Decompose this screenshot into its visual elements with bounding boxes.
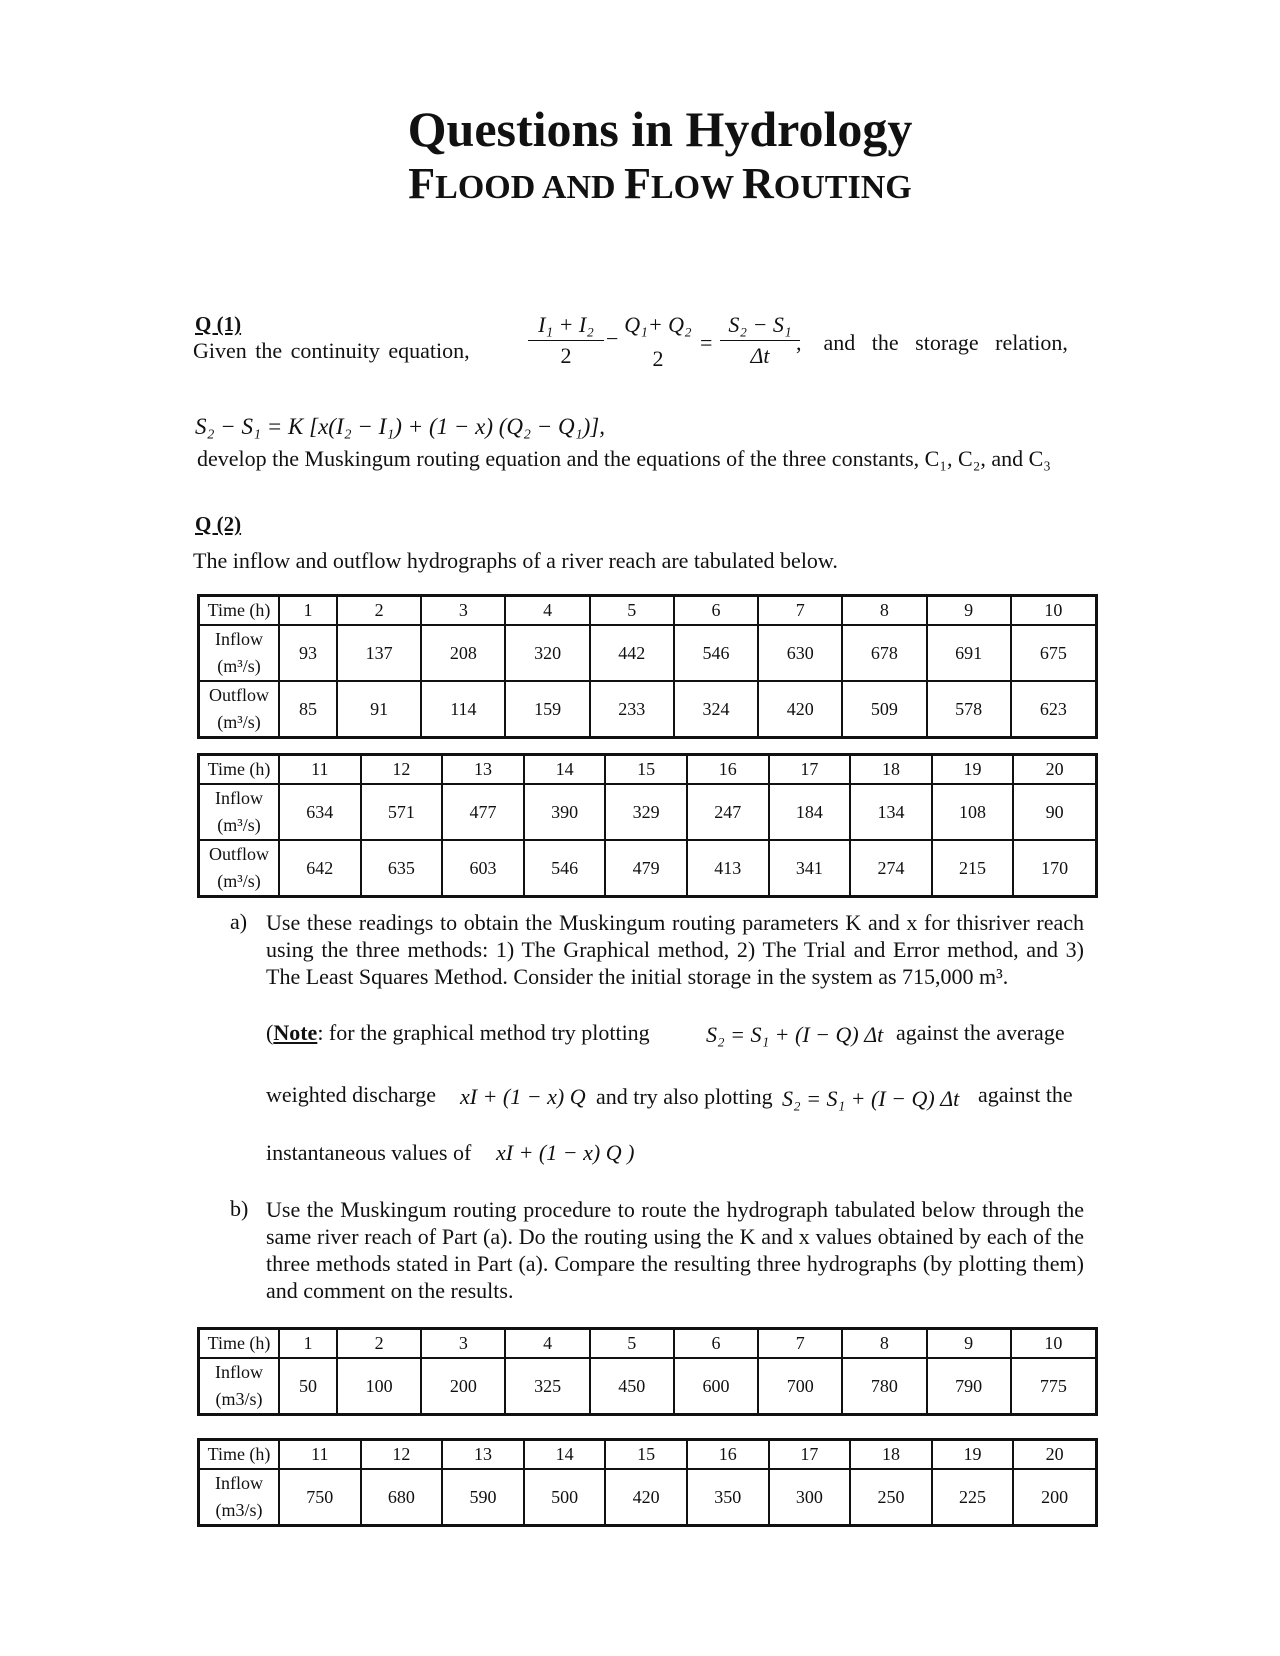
label-line: (m3/s) (215, 1500, 263, 1520)
outflow-cell: 233 (590, 681, 674, 738)
label-line: Inflow (215, 1473, 263, 1493)
time-cell: 9 (927, 596, 1011, 626)
instantaneous-discharge-equation: xI + (1 − x) Q ) (496, 1140, 635, 1165)
time-cell: 1 (279, 596, 337, 626)
inflow-cell: 630 (758, 625, 842, 681)
time-cell: 20 (1013, 755, 1096, 785)
time-cell: 2 (337, 596, 421, 626)
time-cell: 19 (932, 1440, 1014, 1470)
outflow-cell: 578 (927, 681, 1011, 738)
subtitle-part: R (742, 159, 774, 208)
time-cell: 14 (524, 1440, 606, 1470)
time-cell: 16 (687, 1440, 769, 1470)
inflow-cell: 675 (1011, 625, 1097, 681)
outflow-cell: 159 (505, 681, 589, 738)
q1-storage-intro: , and the storage relation, (796, 330, 1068, 355)
time-cell: 16 (687, 755, 769, 785)
inflow-cell: 600 (674, 1358, 758, 1415)
outflow-cell: 274 (850, 840, 932, 897)
inflow-cell: 108 (932, 784, 1014, 840)
time-cell: 19 (932, 755, 1014, 785)
page-subtitle (0, 158, 1280, 209)
time-row (199, 1329, 1097, 1359)
time-cell: 15 (605, 1440, 687, 1470)
inflow-cell: 750 (279, 1469, 361, 1526)
outflow-cell: 623 (1011, 681, 1097, 738)
inflow-cell: 100 (337, 1358, 421, 1415)
time-cell: 17 (769, 1440, 851, 1470)
outflow-cell: 509 (842, 681, 926, 738)
time-cell: 5 (590, 596, 674, 626)
row-label: Time (h) (199, 1329, 280, 1359)
fraction-bar (528, 340, 604, 341)
subtitle-part: LOW (650, 169, 742, 206)
inflow-cell: 500 (524, 1469, 606, 1526)
outflow-cell: 91 (337, 681, 421, 738)
inflow-cell: 477 (442, 784, 524, 840)
hydrograph-table (197, 753, 1098, 898)
inflow-cell: 200 (1013, 1469, 1096, 1526)
time-cell: 7 (758, 596, 842, 626)
inflow-cell: 93 (279, 625, 337, 681)
outflow-cell: 413 (687, 840, 769, 897)
outflow-cell: 603 (442, 840, 524, 897)
inflow-cell: 200 (421, 1358, 505, 1415)
time-cell: 10 (1011, 596, 1097, 626)
row-label (199, 625, 280, 681)
inflow-cell: 678 (842, 625, 926, 681)
time-cell: 4 (505, 596, 589, 626)
time-cell: 14 (524, 755, 606, 785)
routing-inflow-table (197, 1327, 1098, 1416)
outflow-cell: 479 (605, 840, 687, 897)
time-cell: 3 (421, 1329, 505, 1359)
fraction-denominator: 2 (560, 343, 572, 368)
time-cell: 2 (337, 1329, 421, 1359)
inflow-cell: 775 (1011, 1358, 1097, 1415)
q1-label: Q (1) (195, 312, 242, 336)
equals-sign: = (700, 330, 713, 355)
time-cell: 13 (442, 755, 524, 785)
inflow-cell: 350 (687, 1469, 769, 1526)
time-cell: 9 (927, 1329, 1011, 1359)
outflow-cell: 324 (674, 681, 758, 738)
inflow-cell: 134 (850, 784, 932, 840)
label-line: (m³/s) (217, 656, 261, 676)
outflow-cell: 170 (1013, 840, 1096, 897)
label-line: (m³/s) (217, 712, 261, 732)
inflow-row (199, 784, 1097, 840)
row-label: Time (h) (199, 596, 280, 626)
time-cell: 17 (769, 755, 851, 785)
time-cell: 6 (674, 596, 758, 626)
outflow-cell: 114 (421, 681, 505, 738)
inflow-cell: 184 (769, 784, 851, 840)
part-b-marker: b) (230, 1196, 249, 1221)
time-cell: 5 (590, 1329, 674, 1359)
inflow-row (199, 625, 1097, 681)
inflow-cell: 390 (524, 784, 606, 840)
time-cell: 8 (842, 596, 926, 626)
inflow-row (199, 1358, 1097, 1415)
note-text: against the average (896, 1020, 1065, 1045)
time-cell: 3 (421, 596, 505, 626)
subtitle-part: OUTING (773, 169, 912, 206)
time-cell: 4 (505, 1329, 589, 1359)
inflow-cell: 225 (932, 1469, 1014, 1526)
fraction-storage (720, 312, 800, 369)
inflow-cell: 780 (842, 1358, 926, 1415)
row-label: Time (h) (199, 1440, 280, 1470)
time-row (199, 1440, 1097, 1470)
fraction-numerator: S₂ − S₁ (728, 312, 792, 337)
subtitle-part: F (408, 159, 436, 208)
inflow-cell: 691 (927, 625, 1011, 681)
part-a-note-line1 (266, 1020, 650, 1046)
fraction-numerator: Q₁+ Q₂ (624, 312, 692, 337)
note-text: : for the graphical method try plotting (317, 1020, 650, 1045)
time-cell: 13 (442, 1440, 524, 1470)
hydrograph-table (197, 594, 1098, 739)
inflow-cell: 450 (590, 1358, 674, 1415)
weighted-discharge-equation: xI + (1 − x) Q (460, 1084, 586, 1109)
label-line: (m³/s) (217, 815, 261, 835)
row-label (199, 1358, 280, 1415)
fraction-outflow (618, 312, 698, 372)
outflow-row (199, 681, 1097, 738)
row-label (199, 1469, 280, 1526)
time-cell: 6 (674, 1329, 758, 1359)
outflow-cell: 546 (524, 840, 606, 897)
note-text: and try also plotting (596, 1084, 773, 1109)
outflow-row (199, 840, 1097, 897)
note-text: against the (978, 1082, 1073, 1107)
inflow-cell: 680 (361, 1469, 443, 1526)
note-paren: ( (266, 1020, 274, 1045)
inflow-cell: 590 (442, 1469, 524, 1526)
inflow-cell: 700 (758, 1358, 842, 1415)
inflow-cell: 571 (361, 784, 443, 840)
inflow-cell: 634 (279, 784, 361, 840)
time-cell: 20 (1013, 1440, 1096, 1470)
time-cell: 15 (605, 755, 687, 785)
plot-equation-storage: S₂ = S₁ + (I − Q) Δt (706, 1022, 884, 1047)
q1-intro: Given the continuity equation, (193, 338, 470, 363)
inflow-cell: 546 (674, 625, 758, 681)
note-text: instantaneous values of (266, 1140, 472, 1165)
time-cell: 18 (850, 1440, 932, 1470)
row-label (199, 840, 280, 897)
fraction-numerator: I₁ + I₂ (538, 312, 594, 337)
subtitle-part: LOOD AND (435, 169, 625, 206)
row-label (199, 681, 280, 738)
routing-inflow-table (197, 1438, 1098, 1527)
time-cell: 12 (361, 755, 443, 785)
time-cell: 8 (842, 1329, 926, 1359)
label-line: (m3/s) (215, 1389, 263, 1409)
inflow-cell: 250 (850, 1469, 932, 1526)
page-title: Questions in Hydrology (407, 101, 913, 157)
inflow-cell: 790 (927, 1358, 1011, 1415)
inflow-cell: 300 (769, 1469, 851, 1526)
outflow-cell: 635 (361, 840, 443, 897)
fraction-denominator: 2 (652, 346, 664, 371)
inflow-cell: 320 (505, 625, 589, 681)
q1-task: develop the Muskingum routing equation and the equations of the three constants, C₁, C₂, and C₃ (197, 446, 1051, 471)
label-line: Inflow (215, 1362, 263, 1382)
time-cell: 11 (279, 755, 361, 785)
subtitle-part: F (624, 159, 651, 208)
time-cell: 1 (279, 1329, 337, 1359)
q2-intro: The inflow and outflow hydrographs of a river reach are tabulated below. (193, 548, 838, 573)
outflow-cell: 215 (932, 840, 1014, 897)
part-a-text: Use these readings to obtain the Muskingum routing parameters K and x for thisriver reach using the three methods: 1) The Graphical method, 2) The Trial and Error method, and 3) The Least Squares Method. Consider the initial storage in the system as 715,000 m³. (266, 910, 1084, 989)
label-line: Inflow (215, 629, 263, 649)
q2-label: Q (2) (195, 512, 242, 536)
outflow-cell: 341 (769, 840, 851, 897)
storage-relation-equation: S₂ − S₁ = K [x(I₂ − I₁) + (1 − x) (Q₂ − Q₁)], (195, 414, 606, 439)
label-line: Inflow (215, 788, 263, 808)
row-label: Time (h) (199, 755, 280, 785)
inflow-cell: 329 (605, 784, 687, 840)
fraction-inflow (528, 312, 604, 369)
label-line: Outflow (209, 685, 269, 705)
part-a-marker: a) (230, 909, 248, 934)
note-label: Note (273, 1020, 318, 1045)
inflow-row (199, 1469, 1097, 1526)
time-cell: 18 (850, 755, 932, 785)
part-b-text: Use the Muskingum routing procedure to route the hydrograph tabulated below through the same river reach of Part (a). Do the routing using the K and x values obtained by each of the three methods stated in Part (a). Compare the resulting three hydrographs (by plotting them) and comment on the results. (266, 1197, 1084, 1303)
row-label (199, 784, 280, 840)
inflow-cell: 50 (279, 1358, 337, 1415)
outflow-cell: 420 (758, 681, 842, 738)
time-row (199, 755, 1097, 785)
inflow-cell: 442 (590, 625, 674, 681)
inflow-cell: 208 (421, 625, 505, 681)
fraction-bar (720, 340, 800, 341)
label-line: Outflow (209, 844, 269, 864)
time-row (199, 596, 1097, 626)
note-text: weighted discharge (266, 1082, 437, 1107)
fraction-denominator: Δt (750, 343, 770, 368)
outflow-cell: 85 (279, 681, 337, 738)
time-cell: 7 (758, 1329, 842, 1359)
inflow-cell: 325 (505, 1358, 589, 1415)
time-cell: 12 (361, 1440, 443, 1470)
time-cell: 11 (279, 1440, 361, 1470)
inflow-cell: 247 (687, 784, 769, 840)
inflow-cell: 420 (605, 1469, 687, 1526)
time-cell: 10 (1011, 1329, 1097, 1359)
plot-equation-storage: S₂ = S₁ + (I − Q) Δt (782, 1086, 960, 1111)
label-line: (m³/s) (217, 871, 261, 891)
inflow-cell: 90 (1013, 784, 1096, 840)
outflow-cell: 642 (279, 840, 361, 897)
minus-sign: − (606, 326, 619, 351)
inflow-cell: 137 (337, 625, 421, 681)
